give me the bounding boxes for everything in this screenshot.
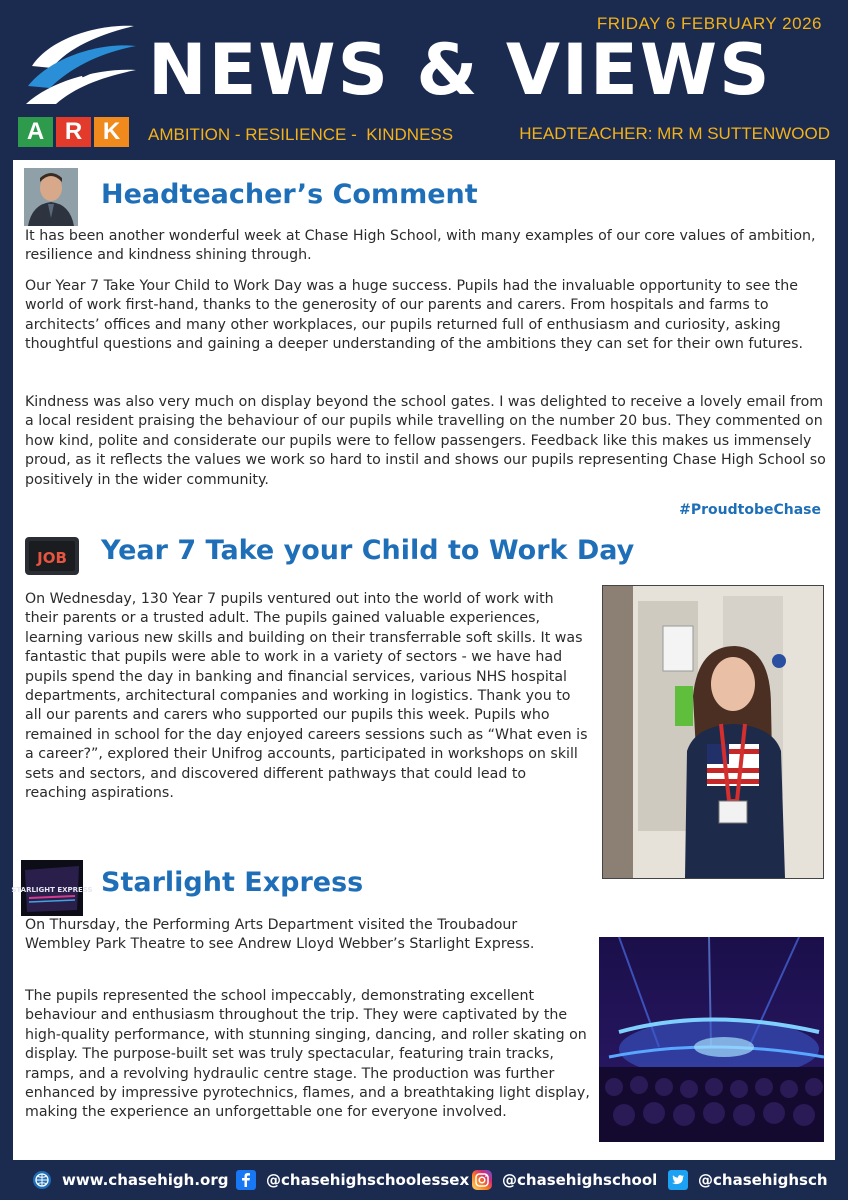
- section-title-headteacher-comment: Headteacher’s Comment: [101, 179, 478, 210]
- twitter-icon: [668, 1170, 688, 1190]
- headteacher-name: HEADTEACHER: MR M SUTTENWOOD: [519, 124, 830, 143]
- globe-icon: [32, 1170, 52, 1190]
- section-title-work-day: Year 7 Take your Child to Work Day: [101, 535, 635, 566]
- headteacher-paragraph-2: Our Year 7 Take Your Child to Work Day was a huge success. Pupils had the invaluable opportunity to see the world of work first-hand, thanks to the generosity of our parents and carers. From hospitals and farms to architects’ offices and many other workplaces, our pupils returned full of enthusiasm and curiosity, asking thoughtful questions and gaining a deeper understanding of the ambitions they can set for their own futures.: [25, 278, 804, 353]
- instagram-link[interactable]: [472, 1170, 657, 1190]
- website-link[interactable]: [32, 1170, 228, 1190]
- website-text: www.chasehigh.org: [62, 1171, 229, 1189]
- headteacher-paragraph-3: Kindness was also very much on display beyond the school gates. I was delighted to receive a lovely email from a local resident praising the behaviour of our pupils while travelling on the number 20 bus. They commented on how kind, polite and considerate our pupils were to fellow passengers. Feedback like this makes us immensely proud, as it reflects the values we work so hard to instil and shows our pupils representing Chase High School so positively in the wider community.: [25, 394, 826, 488]
- ark-letter-r: R: [56, 117, 91, 147]
- facebook-handle: @chasehighschoolessex: [266, 1171, 470, 1189]
- theatre-photo: [599, 937, 824, 1142]
- school-values: AMBITION - RESILIENCE - KINDNESS: [148, 125, 454, 144]
- starlight-paragraph-2: The pupils represented the school impeccably, demonstrating excellent behaviour and enthusiasm throughout the trip. They were captivated by the high-quality performance, with stunning singing, dancing, and roller skating on display. The purpose-built set was truly spectacular, featuring train tracks, ramps, and a revolving hydraulic centre stage. The production was further enhanced by impressive pyrotechnics, flames, and a breathtaking light display, making the experience an unforgettable one for everyone involved.: [25, 988, 590, 1121]
- starlight-express-logo: [11, 860, 93, 916]
- newsletter-header: [0, 0, 848, 160]
- twitter-link[interactable]: [668, 1170, 828, 1190]
- issue-date: FRIDAY 6 FEBRUARY 2026: [596, 14, 822, 33]
- headteacher-avatar: [24, 168, 78, 226]
- ark-logo: [18, 117, 132, 147]
- headteacher-paragraph-1: It has been another wonderful week at Chase High School, with many examples of our core values of ambition, resilience and kindness shining through.: [25, 228, 816, 264]
- proud-hashtag: #ProudtobeChase: [679, 502, 821, 518]
- ark-letter-a: A: [18, 117, 53, 147]
- facebook-icon: [236, 1170, 256, 1190]
- section-title-starlight-express: Starlight Express: [101, 867, 364, 898]
- instagram-icon: [472, 1170, 492, 1190]
- ark-letter-k: K: [94, 117, 129, 147]
- masthead-title: NEWS & VIEWS: [148, 29, 772, 111]
- newsletter-content: [13, 160, 835, 1160]
- job-icon-text: JOB: [37, 549, 67, 567]
- starlight-paragraph-1: On Thursday, the Performing Arts Department visited the Troubadour Wembley Park Theatre to see Andrew Lloyd Webber’s Starlight Express.: [25, 917, 535, 953]
- school-logo-swoosh-icon: [22, 16, 140, 108]
- newsletter-footer: [0, 1160, 848, 1200]
- work-day-paragraph: On Wednesday, 130 Year 7 pupils ventured out into the world of work with their parents or a trusted adult. The pupils gained valuable experiences, learning various new skills and building on their transferrable soft skills. It was fantastic that pupils were able to work in a variety of sectors - we have had pupils spend the day in banking and financial services, various NHS hospital departments, architectural companies and working in logistics. Thank you to all our parents and carers who supported our pupils this week. Pupils who remained in school for the day enjoyed careers sessions such as “What even is a career?”, explored their Unifrog accounts, participated in workshops on skill sets and sectors, and discovered different pathways that could lead to reaching aspirations.: [25, 591, 588, 802]
- twitter-handle: @chasehighsch: [698, 1171, 828, 1189]
- facebook-link[interactable]: [236, 1170, 469, 1190]
- student-photo: [602, 585, 824, 879]
- starlight-logo-text: STARLIGHT EXPRESS: [11, 886, 93, 894]
- job-sign-icon: [23, 533, 81, 579]
- instagram-handle: @chasehighschool: [502, 1171, 658, 1189]
